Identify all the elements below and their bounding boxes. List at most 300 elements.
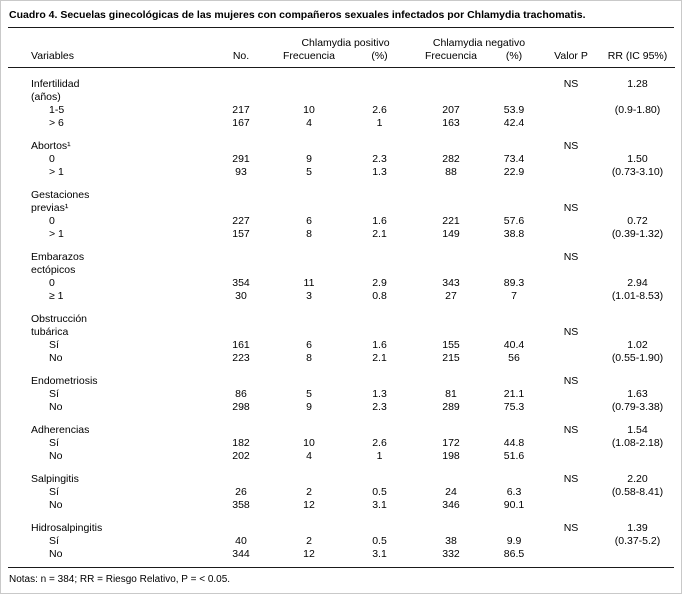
cell-neg-pct xyxy=(486,202,542,215)
cell-neg-frecuencia xyxy=(416,512,486,535)
table-row xyxy=(8,352,675,365)
cell-no: 344 xyxy=(232,548,250,560)
cell-rr xyxy=(600,499,675,512)
cell-pos-pct: 2.3 xyxy=(372,401,387,413)
table-title: Cuadro 4. Secuelas ginecológicas de las mujeres con compañeros sexuales infectados por Chlamydia trachomatis. xyxy=(9,9,586,21)
cell-no xyxy=(207,512,275,535)
cell-pos-pct xyxy=(343,91,416,104)
cell-variable: No xyxy=(49,401,63,413)
cell-pos-frecuencia xyxy=(275,179,343,202)
cell-pos-frecuencia: 9 xyxy=(306,153,312,165)
cell-valor-p xyxy=(542,303,600,326)
cell-pos-frecuencia xyxy=(275,130,343,153)
cell-no: 93 xyxy=(235,166,247,178)
cell-no xyxy=(207,68,275,92)
cell-neg-frecuencia xyxy=(416,264,486,277)
table-row xyxy=(8,512,675,535)
cell-pos-frecuencia: 6 xyxy=(306,339,312,351)
cell-pos-frecuencia xyxy=(275,264,343,277)
cell-no xyxy=(207,179,275,202)
cell-no: 161 xyxy=(232,339,250,351)
cell-pos-pct: 2.6 xyxy=(372,437,387,449)
cell-rr xyxy=(600,130,675,153)
cell-pos-frecuencia xyxy=(275,326,343,339)
cell-neg-pct: 40.4 xyxy=(503,339,525,351)
cell-variable: ectópicos xyxy=(31,264,76,276)
cell-valor-p: NS xyxy=(563,326,579,338)
cell-rr: (0.73-3.10) xyxy=(611,166,664,178)
cell-neg-pct: 44.8 xyxy=(503,437,525,449)
cell-pos-frecuencia: 9 xyxy=(306,401,312,413)
cell-pos-frecuencia: 6 xyxy=(306,215,312,227)
cell-pos-frecuencia xyxy=(275,68,343,92)
cell-pos-frecuencia: 3 xyxy=(306,290,312,302)
cell-no xyxy=(207,264,275,277)
cell-pos-frecuencia xyxy=(275,241,343,264)
table-row xyxy=(8,215,675,228)
cell-rr: (0.58-8.41) xyxy=(611,486,664,498)
cell-neg-pct: 86.5 xyxy=(503,548,525,560)
cell-variable: > 1 xyxy=(49,166,64,178)
cell-pos-frecuencia: 8 xyxy=(306,228,312,240)
cell-pos-pct xyxy=(343,365,416,388)
col-group-chlamydia-negativo: Chlamydia negativo xyxy=(432,37,526,49)
cell-neg-pct xyxy=(486,91,542,104)
cell-no: 157 xyxy=(232,228,250,240)
cell-rr: (0.39-1.32) xyxy=(611,228,664,240)
cell-variable: Adherencias xyxy=(31,424,90,436)
table-row xyxy=(8,130,675,153)
data-table xyxy=(8,28,675,561)
cell-valor-p xyxy=(542,450,600,463)
cell-valor-p xyxy=(542,166,600,179)
cell-no xyxy=(207,463,275,486)
cell-neg-frecuencia: 207 xyxy=(442,104,460,116)
cell-pos-frecuencia xyxy=(275,365,343,388)
cell-rr: (0.9-1.80) xyxy=(614,104,661,116)
table-row xyxy=(8,277,675,290)
table-row xyxy=(8,388,675,401)
cell-pos-frecuencia: 8 xyxy=(306,352,312,364)
cell-variable: Salpingitis xyxy=(31,473,79,485)
col-header-valor-p: Valor P xyxy=(542,50,600,68)
cell-valor-p: NS xyxy=(563,202,579,214)
cell-pos-frecuencia xyxy=(275,202,343,215)
cell-neg-frecuencia xyxy=(416,91,486,104)
cell-no: 202 xyxy=(232,450,250,462)
cell-pos-frecuencia: 12 xyxy=(303,499,315,511)
cell-valor-p xyxy=(542,339,600,352)
cell-rr xyxy=(600,303,675,326)
header-spacer xyxy=(207,28,275,50)
cell-neg-frecuencia xyxy=(416,365,486,388)
cell-rr: 1.02 xyxy=(627,339,648,351)
cell-variable: Sí xyxy=(49,535,59,547)
cell-pos-pct: 0.5 xyxy=(372,535,387,547)
cell-variable: Obstrucción xyxy=(31,313,88,325)
cell-rr: 2.94 xyxy=(627,277,648,289)
cell-variable: No xyxy=(49,352,63,364)
cell-variable: No xyxy=(49,450,63,462)
table-row xyxy=(8,264,675,277)
cell-neg-pct xyxy=(486,463,542,486)
cell-neg-frecuencia xyxy=(416,68,486,92)
cell-pos-frecuencia: 11 xyxy=(303,277,315,289)
cell-pos-pct: 0.5 xyxy=(372,486,387,498)
cell-no: 40 xyxy=(235,535,247,547)
cell-neg-frecuencia: 172 xyxy=(442,437,460,449)
col-header-no: No. xyxy=(207,50,275,68)
cell-neg-pct: 38.8 xyxy=(503,228,525,240)
cell-no: 26 xyxy=(235,486,247,498)
cell-neg-pct: 89.3 xyxy=(503,277,525,289)
cell-no: 354 xyxy=(232,277,250,289)
cell-neg-frecuencia xyxy=(416,303,486,326)
cell-rr: (1.01-8.53) xyxy=(611,290,664,302)
cell-valor-p xyxy=(542,290,600,303)
cell-neg-frecuencia: 215 xyxy=(442,352,460,364)
cell-pos-pct xyxy=(343,241,416,264)
cell-neg-pct: 21.1 xyxy=(503,388,525,400)
cell-variable: previas¹ xyxy=(31,202,69,214)
table-body xyxy=(8,68,675,562)
cell-valor-p xyxy=(542,535,600,548)
cell-neg-pct: 51.6 xyxy=(503,450,525,462)
table-row xyxy=(8,401,675,414)
cell-neg-frecuencia: 149 xyxy=(442,228,460,240)
cell-valor-p xyxy=(542,91,600,104)
col-header-pos-frecuencia: Frecuencia xyxy=(275,50,343,68)
cell-pos-pct: 2.9 xyxy=(372,277,387,289)
cell-no xyxy=(207,414,275,437)
cell-neg-pct: 9.9 xyxy=(506,535,522,547)
cell-variable: (años) xyxy=(31,91,61,103)
cell-no: 298 xyxy=(232,401,250,413)
cell-neg-frecuencia xyxy=(416,202,486,215)
cell-pos-frecuencia: 2 xyxy=(306,486,312,498)
cell-neg-frecuencia: 343 xyxy=(442,277,460,289)
col-header-variables: Variables xyxy=(8,50,207,68)
cell-valor-p: NS xyxy=(563,140,579,152)
cell-rr xyxy=(600,241,675,264)
cell-pos-pct xyxy=(343,414,416,437)
cell-rr: 0.72 xyxy=(627,215,648,227)
cell-neg-pct: 90.1 xyxy=(503,499,525,511)
cell-neg-pct xyxy=(486,365,542,388)
cell-rr: 1.63 xyxy=(627,388,648,400)
cell-no xyxy=(207,202,275,215)
cell-pos-frecuencia: 10 xyxy=(303,437,315,449)
cell-variable: 0 xyxy=(49,277,55,289)
cell-valor-p: NS xyxy=(563,78,579,90)
cell-pos-pct: 1.6 xyxy=(372,215,387,227)
cell-variable: 0 xyxy=(49,215,55,227)
cell-pos-frecuencia xyxy=(275,463,343,486)
table-row xyxy=(8,104,675,117)
cell-no xyxy=(207,365,275,388)
col-header-neg-pct: (%) xyxy=(486,50,542,68)
table-row xyxy=(8,241,675,264)
cell-valor-p xyxy=(542,264,600,277)
cell-rr xyxy=(600,326,675,339)
cell-pos-frecuencia: 4 xyxy=(306,450,312,462)
cell-variable: tubárica xyxy=(31,326,69,338)
cell-pos-pct: 3.1 xyxy=(372,499,387,511)
cell-neg-pct: 7 xyxy=(511,290,517,302)
cell-rr: (0.55-1.90) xyxy=(611,352,664,364)
cell-pos-frecuencia xyxy=(275,303,343,326)
cell-rr: 2.20 xyxy=(627,473,648,485)
cell-valor-p xyxy=(542,104,600,117)
cell-rr: 1.28 xyxy=(627,78,648,90)
cell-rr: 1.50 xyxy=(627,153,648,165)
cell-valor-p xyxy=(542,486,600,499)
cell-variable: 0 xyxy=(49,153,55,165)
cell-rr xyxy=(600,365,675,388)
cell-neg-frecuencia xyxy=(416,179,486,202)
cell-valor-p xyxy=(542,153,600,166)
cell-valor-p: NS xyxy=(563,424,579,436)
cell-neg-pct xyxy=(486,303,542,326)
cell-pos-pct: 1 xyxy=(376,450,383,462)
cell-neg-pct xyxy=(486,414,542,437)
cell-neg-frecuencia xyxy=(416,241,486,264)
header-spacer xyxy=(600,28,675,50)
cell-neg-frecuencia xyxy=(416,463,486,486)
cell-variable: Hidrosalpingitis xyxy=(31,522,103,534)
cell-neg-pct: 57.6 xyxy=(503,215,525,227)
table-row xyxy=(8,365,675,388)
table-row xyxy=(8,486,675,499)
cell-variable: Abortos¹ xyxy=(31,140,71,152)
cell-pos-frecuencia: 12 xyxy=(303,548,315,560)
cell-no: 217 xyxy=(232,104,250,116)
table-row xyxy=(8,228,675,241)
cell-pos-pct xyxy=(343,264,416,277)
cell-no: 291 xyxy=(232,153,250,165)
cell-variable: > 6 xyxy=(49,117,64,129)
cell-neg-frecuencia: 24 xyxy=(445,486,457,498)
cell-pos-pct: 3.1 xyxy=(372,548,387,560)
cell-variable: Embarazos xyxy=(31,251,85,263)
cell-valor-p xyxy=(542,437,600,450)
cell-variable: 1-5 xyxy=(49,104,65,116)
cell-neg-pct: 73.4 xyxy=(503,153,525,165)
cell-valor-p: NS xyxy=(563,473,579,485)
cell-valor-p xyxy=(542,179,600,202)
cell-neg-frecuencia: 332 xyxy=(442,548,460,560)
header-spacer xyxy=(8,28,207,50)
cell-pos-frecuencia xyxy=(275,414,343,437)
cell-pos-pct xyxy=(343,512,416,535)
col-header-pos-pct: (%) xyxy=(343,50,416,68)
table-row xyxy=(8,326,675,339)
cell-pos-pct: 0.8 xyxy=(372,290,387,302)
cell-neg-frecuencia xyxy=(416,130,486,153)
table-notes: Notas: n = 384; RR = Riesgo Relativo, P = < 0.05. xyxy=(9,574,231,585)
cell-variable: ≥ 1 xyxy=(49,290,64,302)
table-row xyxy=(8,179,675,202)
cell-neg-frecuencia: 81 xyxy=(445,388,457,400)
cell-variable: Sí xyxy=(49,388,59,400)
cell-pos-frecuencia: 5 xyxy=(306,166,312,178)
cell-valor-p: NS xyxy=(563,251,579,263)
cell-valor-p xyxy=(542,388,600,401)
header-spacer xyxy=(542,28,600,50)
cell-variable: Sí xyxy=(49,437,59,449)
table-row xyxy=(8,499,675,512)
cell-neg-frecuencia: 88 xyxy=(445,166,457,178)
table-row xyxy=(8,303,675,326)
cell-pos-pct: 1.3 xyxy=(372,388,387,400)
cell-pos-pct: 2.1 xyxy=(372,228,387,240)
cell-neg-pct xyxy=(486,130,542,153)
cell-rr xyxy=(600,91,675,104)
cell-neg-pct xyxy=(486,68,542,92)
table-row xyxy=(8,437,675,450)
table-row xyxy=(8,117,675,130)
cell-valor-p: NS xyxy=(563,522,579,534)
cell-neg-frecuencia: 282 xyxy=(442,153,460,165)
cell-neg-pct: 56 xyxy=(508,352,520,364)
cell-pos-pct xyxy=(343,68,416,92)
table-row xyxy=(8,290,675,303)
table-row xyxy=(8,463,675,486)
cell-no: 223 xyxy=(232,352,250,364)
cell-neg-pct xyxy=(486,512,542,535)
cell-pos-frecuencia: 10 xyxy=(303,104,315,116)
cell-pos-pct xyxy=(343,326,416,339)
cell-valor-p xyxy=(542,352,600,365)
cell-neg-frecuencia xyxy=(416,414,486,437)
cell-pos-pct: 2.6 xyxy=(372,104,387,116)
cell-pos-pct xyxy=(343,202,416,215)
cell-pos-pct: 2.3 xyxy=(372,153,387,165)
cell-variable: Gestaciones xyxy=(31,189,90,201)
cell-pos-frecuencia: 4 xyxy=(306,117,312,129)
col-header-neg-frecuencia: Frecuencia xyxy=(416,50,486,68)
cell-neg-pct: 42.4 xyxy=(503,117,525,129)
cell-no: 167 xyxy=(232,117,250,129)
cell-variable: No xyxy=(49,548,63,560)
cell-valor-p xyxy=(542,548,600,561)
cell-valor-p: NS xyxy=(563,375,579,387)
cell-neg-pct: 75.3 xyxy=(503,401,525,413)
cell-valor-p xyxy=(542,215,600,228)
cell-variable: Sí xyxy=(49,486,59,498)
table-row xyxy=(8,166,675,179)
cell-variable: Infertilidad xyxy=(31,78,80,90)
cell-no xyxy=(207,326,275,339)
cell-pos-frecuencia xyxy=(275,512,343,535)
cell-pos-frecuencia xyxy=(275,91,343,104)
cell-variable: > 1 xyxy=(49,228,64,240)
cell-neg-frecuencia: 198 xyxy=(442,450,460,462)
cell-rr xyxy=(600,548,675,561)
cell-pos-pct: 1.3 xyxy=(372,166,387,178)
table-row xyxy=(8,535,675,548)
col-header-rr: RR (IC 95%) xyxy=(600,50,675,68)
cell-valor-p xyxy=(542,228,600,241)
cell-rr: (0.37-5.2) xyxy=(614,535,661,547)
cell-rr: (0.79-3.38) xyxy=(611,401,664,413)
cell-no xyxy=(207,130,275,153)
cell-valor-p xyxy=(542,401,600,414)
cell-variable: Endometriosis xyxy=(31,375,98,387)
col-group-chlamydia-positivo: Chlamydia positivo xyxy=(301,37,390,49)
table-row xyxy=(8,414,675,437)
header-group-row xyxy=(8,28,675,50)
header-label-row xyxy=(8,50,675,68)
cell-pos-frecuencia: 2 xyxy=(306,535,312,547)
cell-valor-p xyxy=(542,117,600,130)
cell-neg-frecuencia: 346 xyxy=(442,499,460,511)
cell-rr xyxy=(600,450,675,463)
cell-valor-p xyxy=(542,277,600,290)
cell-variable: Sí xyxy=(49,339,59,351)
cell-rr xyxy=(600,179,675,202)
cell-pos-frecuencia: 5 xyxy=(306,388,312,400)
cell-pos-pct xyxy=(343,303,416,326)
cell-neg-frecuencia: 289 xyxy=(442,401,460,413)
cell-variable: No xyxy=(49,499,63,511)
cell-valor-p xyxy=(542,499,600,512)
cell-no: 227 xyxy=(232,215,250,227)
cell-neg-pct xyxy=(486,326,542,339)
cell-no: 182 xyxy=(232,437,250,449)
table-row xyxy=(8,68,675,92)
cell-no: 86 xyxy=(235,388,247,400)
cell-pos-pct: 2.1 xyxy=(372,352,387,364)
cell-neg-frecuencia: 155 xyxy=(442,339,460,351)
cell-neg-pct: 53.9 xyxy=(503,104,525,116)
cell-rr xyxy=(600,117,675,130)
cell-neg-pct xyxy=(486,179,542,202)
table-row xyxy=(8,153,675,166)
table-row xyxy=(8,202,675,215)
cell-neg-pct: 22.9 xyxy=(503,166,525,178)
cell-neg-frecuencia: 221 xyxy=(442,215,460,227)
cell-rr xyxy=(600,202,675,215)
cell-rr xyxy=(600,264,675,277)
cell-no xyxy=(207,241,275,264)
cell-pos-pct xyxy=(343,130,416,153)
cell-no: 358 xyxy=(232,499,250,511)
table-row xyxy=(8,91,675,104)
cell-rr: 1.54 xyxy=(627,424,648,436)
table-header xyxy=(8,28,675,68)
cell-neg-frecuencia xyxy=(416,326,486,339)
table-row xyxy=(8,450,675,463)
cell-no xyxy=(207,91,275,104)
table-row xyxy=(8,339,675,352)
cell-rr: 1.39 xyxy=(627,522,648,534)
cell-pos-pct xyxy=(343,463,416,486)
cell-no: 30 xyxy=(235,290,247,302)
cell-pos-pct xyxy=(343,179,416,202)
cell-neg-pct xyxy=(486,264,542,277)
cell-pos-pct: 1 xyxy=(376,117,383,129)
cell-neg-pct xyxy=(486,241,542,264)
cell-neg-frecuencia: 38 xyxy=(445,535,457,547)
cell-pos-pct: 1.6 xyxy=(372,339,387,351)
cell-rr: (1.08-2.18) xyxy=(611,437,664,449)
cell-neg-frecuencia: 27 xyxy=(445,290,457,302)
cell-no xyxy=(207,303,275,326)
table-row xyxy=(8,548,675,561)
cell-neg-frecuencia: 163 xyxy=(442,117,460,129)
cell-neg-pct: 6.3 xyxy=(506,486,522,498)
